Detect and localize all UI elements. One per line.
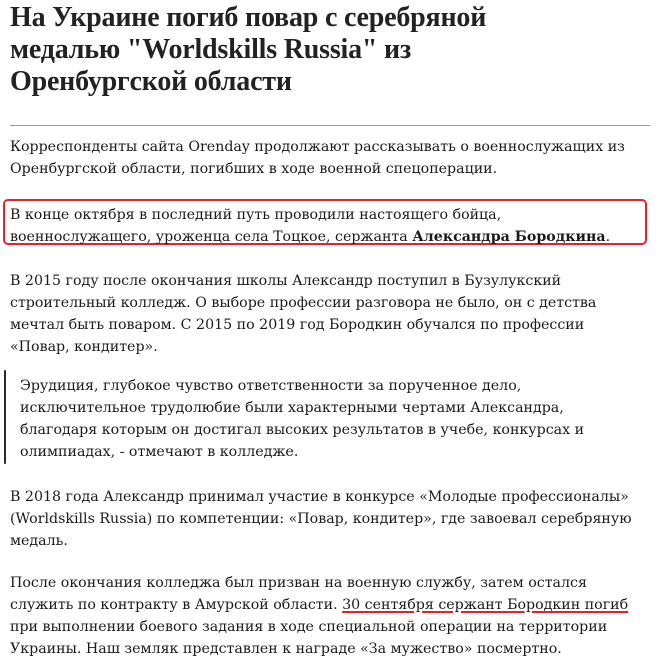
soldier-name: Александра Бородкина xyxy=(412,229,606,245)
intro-paragraph: Корреспонденты сайта Orenday продолжают рассказывать о военнослужащих из Оренбургской области, погибших в ходе военной спецоперации. xyxy=(10,139,625,177)
highlight-end: . xyxy=(605,229,611,245)
study-paragraph: В 2015 году после окончания школы Александр поступил в Бузулукский строительный колледж. О выборе профессии разговора не было, он с детства мечтал быть поваром. С 2015 по 2019 год Бородкин обучался по профессии «Повар, кондитер». xyxy=(10,273,597,355)
divider xyxy=(10,125,650,126)
army-text-end: при выполнении боевого задания в ходе специальной операции на территории Украины. Наш земляк представлен к награде «За мужество» посмертно. xyxy=(10,619,608,657)
contest-paragraph: В 2018 года Александр принимал участие в конкурсе «Молодые профессионалы» (Worldskills Russia) по компетенции: «Повар, кондитер», где завоевал серебряную медаль. xyxy=(10,489,632,549)
army-text: После окончания колледжа был призван на военную службу, затем остался служить по контракту в Амурской области. xyxy=(10,575,587,613)
highlight-paragraph xyxy=(10,204,640,248)
army-paragraph xyxy=(10,572,640,660)
highlight-text: В конце октября в последний путь проводили настоящего бойца, военнослужащего, уроженца села Тоцкое, сержанта xyxy=(10,207,502,245)
article-headline: На Украине погиб повар с серебряной медалью "Worldskills Russia" из Оренбургской области xyxy=(10,2,487,97)
blockquote-bar xyxy=(4,370,6,464)
underlined-phrase: 30 сентября сержант Бородкин погиб xyxy=(342,597,629,613)
article xyxy=(10,0,650,657)
blockquote: Эрудиция, глубокое чувство ответственности за порученное дело, исключительное трудолюбие были характерными чертами Александра, благодаря которым он достигал высоких результатов в учебе, конкурсах и олимпиадах, - отмечают в колледже. xyxy=(20,378,585,460)
